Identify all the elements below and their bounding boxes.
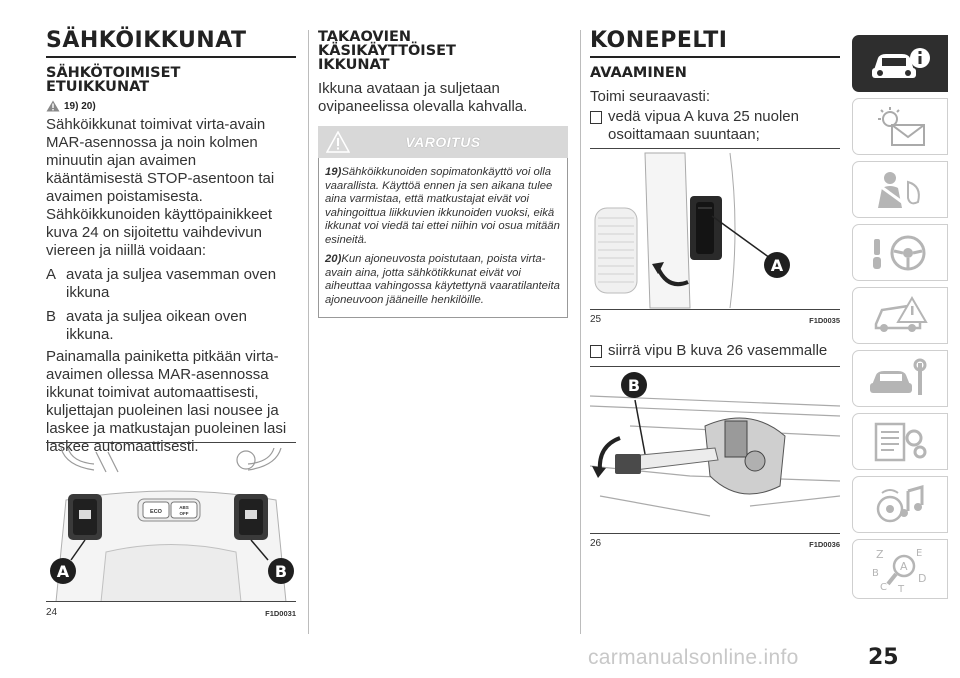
tab-dashboard-lights[interactable] <box>852 98 948 155</box>
callout-a: A <box>50 558 76 584</box>
safety-icon <box>868 168 932 212</box>
tab-maintenance[interactable] <box>852 350 948 407</box>
tab-technical-data[interactable] <box>852 413 948 470</box>
paragraph-automatic: Painamalla painiketta pitkään virta-avaimen ollessa MAR-asennossa ikkunat toimivat automaattisesti, kuljettajan puoleinen lasi nousee ja laskee ja matkustajan puoleinen lasi laskee automaattisesti. <box>46 348 287 455</box>
multimedia-icon <box>868 483 932 527</box>
tab-index[interactable] <box>852 539 948 599</box>
tab-safety[interactable] <box>852 161 948 218</box>
section-title-power-windows: SÄHKÖIKKUNAT <box>46 30 296 58</box>
paragraph-intro: Toimi seuraavasti: <box>590 88 711 105</box>
title-line-3: IKKUNAT <box>318 57 390 73</box>
watermark-text: carmanualsonline.info <box>588 646 799 669</box>
warning-19-text: Sähköikkunoiden sopimatonkäyttö voi olla vaarallista. Käyttöä ennen ja sen aikana tulee aina varmistaa, että matkustajat eivät voi vahingoittua liikkuvien ikkunoiden vuoksi, eikä ikkunat voi viedä tai ettei niihin voi osua mitään esineitä. <box>325 166 560 246</box>
warning-20 <box>325 253 561 307</box>
figure-24-illustration <box>46 442 296 602</box>
figure-26-number: 26 <box>590 538 602 549</box>
figure-25-code: F1D0035 <box>809 316 840 325</box>
callout-b: B <box>268 558 294 584</box>
title-rear-windows <box>318 30 568 72</box>
figure-26 <box>590 366 840 552</box>
dashboard-lights-icon <box>868 105 932 149</box>
warning-title: VAROITUS <box>405 134 481 150</box>
column-power-windows <box>46 30 296 456</box>
subtitle-opening: AVAAMINEN <box>590 65 687 81</box>
paragraph-rear-windows: Ikkuna avataan ja suljetaan ovipaneelissa olevalla kahvalla. <box>318 80 528 115</box>
column-bonnet <box>590 30 840 144</box>
page-number: 25 <box>868 645 899 670</box>
index-letter-t: T <box>898 584 905 594</box>
column-rear-windows <box>318 30 568 318</box>
warning-20-number: 20) <box>325 253 342 265</box>
step-2 <box>590 342 840 360</box>
subtitle-front-windows <box>46 66 296 94</box>
warning-19-number: 19) <box>325 166 342 178</box>
list-key-b: B <box>46 308 57 325</box>
index-letter-e: E <box>916 548 923 559</box>
tab-driving[interactable] <box>852 224 948 281</box>
car-info-icon <box>868 44 932 84</box>
warning-references <box>46 100 296 112</box>
column-divider-1 <box>308 30 309 634</box>
technical-data-icon <box>868 420 932 464</box>
abs-button-label-1: ABS <box>179 505 189 510</box>
tab-emergency[interactable] <box>852 287 948 344</box>
refs-text: 19) 20) <box>64 100 96 112</box>
figure-25 <box>590 148 840 328</box>
figure-26-code: F1D0036 <box>809 540 840 549</box>
driving-icon <box>868 231 932 275</box>
subtitle-line-2: ETUIKKUNAT <box>46 79 150 95</box>
step-1-text: vedä vipua A kuva 25 nuolen osoittamaan suuntaan; <box>608 108 799 143</box>
title-line-1: TAKAOVIEN <box>318 29 412 45</box>
index-letter-z: Z <box>876 548 884 561</box>
column-divider-2 <box>580 30 581 634</box>
eco-button-label: ECO <box>150 509 162 515</box>
callout-a-fig25: A <box>764 252 790 278</box>
list-item-b <box>46 308 296 344</box>
abs-button-label-2: OFF <box>179 511 189 516</box>
figure-24-code: F1D0031 <box>265 609 296 618</box>
tab-multimedia[interactable] <box>852 476 948 533</box>
step-1 <box>590 108 840 144</box>
index-letter-a: A <box>900 560 908 573</box>
warning-19 <box>325 166 561 247</box>
figure-25-illustration <box>590 148 840 310</box>
list-text-b: avata ja suljea oikean oven ikkuna. <box>66 308 247 343</box>
tab-car-info[interactable] <box>852 35 948 92</box>
section-title-bonnet: KONEPELTI <box>590 30 840 58</box>
figure-24-number: 24 <box>46 607 58 618</box>
title-line-2: KÄSIKÄYTTÖISET <box>318 43 456 59</box>
index-letter-c: C <box>880 582 887 593</box>
figure-24 <box>46 442 296 620</box>
figure-25-number: 25 <box>590 314 602 325</box>
warning-triangle-icon <box>46 100 60 112</box>
checkbox-icon <box>590 345 602 358</box>
maintenance-icon <box>868 357 932 401</box>
paragraph-operation: Sähköikkunat toimivat virta-avain MAR-asennossa ja noin kolmen minuutin ajan avaimen kääntämisestä STOP-asentoon tai avaimen poistamisesta. <box>46 116 275 205</box>
warning-header <box>318 126 568 158</box>
paragraph-buttons: Sähköikkunoiden käyttöpainikkeet kuva 24 on sijoitettu vaihdevivun viereen ja niillä voidaan: <box>46 206 272 259</box>
warning-box <box>318 158 568 318</box>
index-icon <box>868 544 932 594</box>
list-item-a <box>46 266 296 302</box>
checkbox-icon <box>590 111 602 124</box>
list-text-a: avata ja suljea vasemman oven ikkuna <box>66 266 277 301</box>
list-key-a: A <box>46 266 57 283</box>
step-2-text: siirrä vipu B kuva 26 vasemmalle <box>608 342 828 359</box>
subtitle-line-1: SÄHKÖTOIMISET <box>46 65 181 81</box>
index-letter-d: D <box>918 572 927 585</box>
index-letter-b: B <box>872 568 879 579</box>
warning-triangle-icon <box>326 131 350 153</box>
callout-b-fig26: B <box>621 372 647 398</box>
emergency-icon <box>868 294 932 338</box>
warning-20-text: Kun ajoneuvosta poistutaan, poista virta-avain aina, jotta sähkötikkunat eivät voi aiheuttaa vahingossa käytettynä vaaratilanteita ajoneuvoon jääneille henkilöille. <box>325 253 560 306</box>
